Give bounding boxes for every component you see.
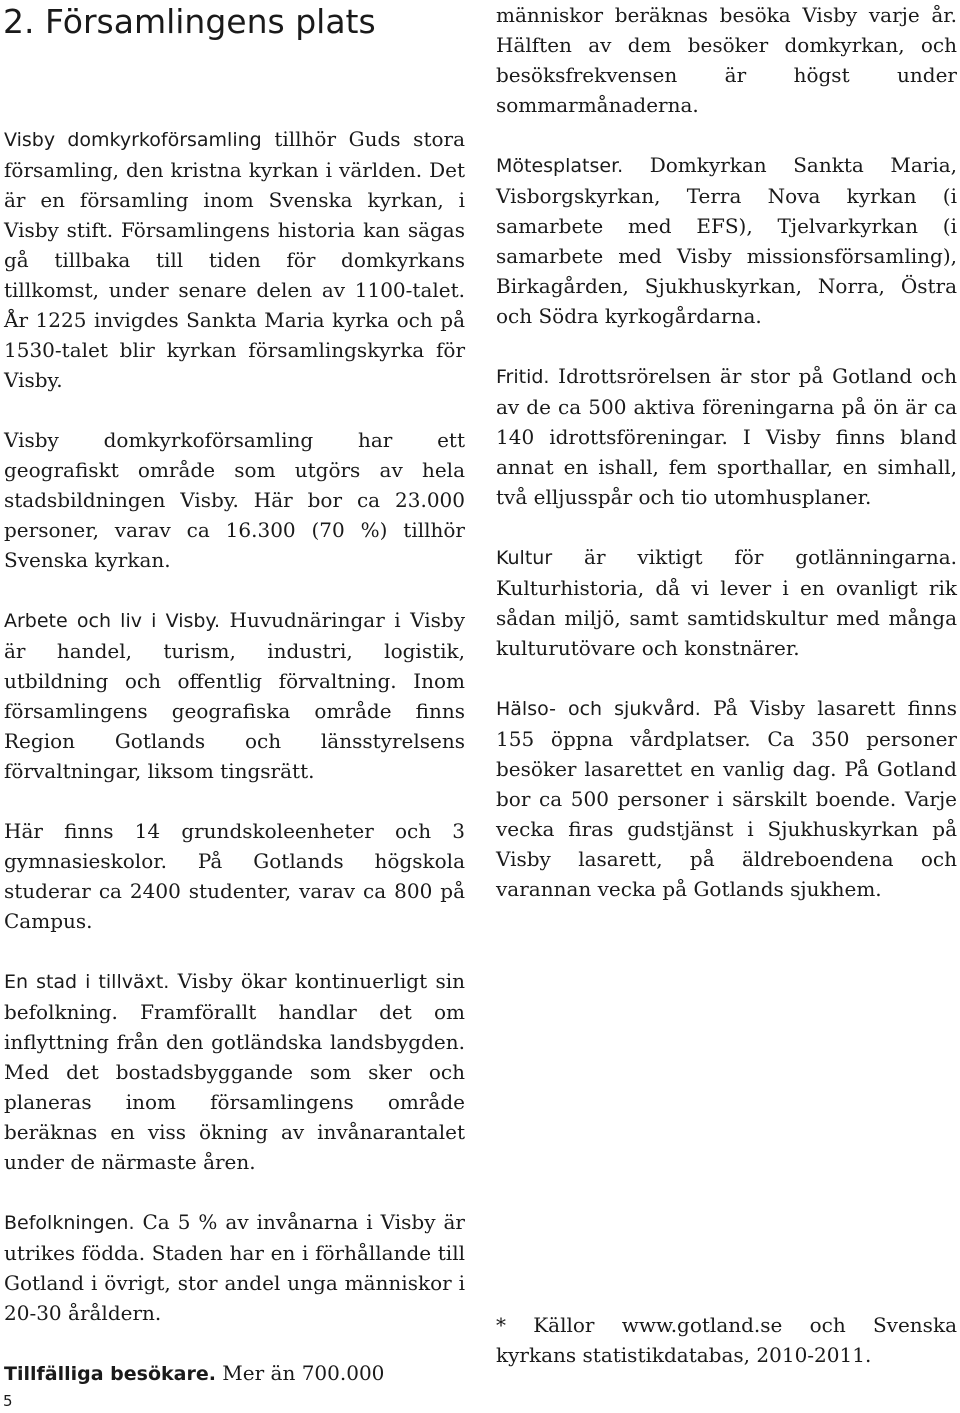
paragraph-healthcare [496, 693, 957, 904]
right-column [496, 0, 957, 904]
paragraph-text: Huvudnäringar i Visby är handel, turism, industri, logistik, utbildning och offentlig förvaltning. Inom församlingens geografiska område finns Region Gotlands och länsstyrelsens förvaltningar, liksom tingsrätt. [4, 608, 465, 783]
paragraph-text: tillhör Guds stora församling, den kristna kyrkan i världen. Det är en församling inom Svenska kyrkan, i Visby stift. Församlingens historia kan sägas gå tillbaka till tiden för domkyrkans tillkomst, under senare delen av 1100-talet. År 1225 invigdes Sankta Maria kyrka och på 1530-talet blir kyrkan församlingskyrka för Visby. [4, 127, 465, 392]
paragraph-text: är viktigt för gotlänningarna. Kulturhistoria, då vi lever i en ovanligt rik sådan miljö, samt samtidskultur med många kulturutövare och konstnärer. [496, 545, 957, 660]
sources-footnote: * Källor www.gotland.se och Svenska kyrkans statistikdatabas, 2010-2011. [496, 1313, 957, 1367]
paragraph-lead: Fritid. [496, 366, 550, 388]
paragraph-lead: Arbete och liv i Visby. [4, 610, 221, 632]
paragraph-text: Domkyrkan Sankta Maria, Visborgskyrkan, Terra Nova kyrkan (i samarbete med EFS), Tjelvarkyrkan (i samarbete med Visby missionsförsamling), Birkagården, Sjukhuskyrkan, Norra, Östra och Södra kyrkogårdarna. [496, 153, 957, 328]
paragraph-lead: Kultur [496, 547, 553, 569]
paragraph-text: Visby domkyrkoförsamling har ett geografiskt område som utgörs av hela stadsbildningen Visby. Här bor ca 23.000 personer, varav ca 16.300 (70 %) tillhör Svenska kyrkan. [4, 428, 465, 572]
paragraph-work-life [4, 605, 465, 786]
paragraph-visitors [4, 1358, 465, 1389]
paragraph-meeting-places [496, 150, 957, 331]
paragraph-lead: En stad i tillväxt. [4, 971, 170, 993]
page-title: 2. Församlingens plats [3, 2, 376, 41]
paragraph-visitors-continued [496, 0, 957, 120]
paragraph-lead: Tillfälliga besökare. [4, 1363, 216, 1385]
page-number: 5 [3, 1392, 13, 1410]
paragraph-text: Ca 5 % av invånarna i Visby är utrikes födda. Staden har en i förhållande till Gotland i övrigt, stor andel unga människor i 20-30 åråldern. [4, 1210, 465, 1325]
paragraph-lead: Mötesplatser. [496, 155, 624, 177]
paragraph-text: På Visby lasarett finns 155 öppna vårdplatser. Ca 350 personer besöker lasarettet en vanlig dag. På Gotland bor ca 500 personer i särskilt boende. Varje vecka firas gudstjänst i Sjukhuskyrkan på Visby lasarett, på äldreboendena och varannan vecka på Gotlands sjukhem. [496, 696, 957, 901]
paragraph-lead: Visby domkyrkoförsamling [4, 129, 262, 151]
paragraph-culture [496, 542, 957, 663]
paragraph-growth [4, 966, 465, 1177]
paragraph-schools [4, 816, 465, 936]
paragraph-text: Mer än 700.000 [215, 1361, 385, 1385]
paragraph-parish-intro [4, 124, 465, 395]
paragraph-lead: Befolkningen. [4, 1212, 135, 1234]
paragraph-leisure [496, 361, 957, 512]
paragraph-text: Här finns 14 grundskoleenheter och 3 gymnasieskolor. På Gotlands högskola studerar ca 2400 studenter, varav ca 800 på Campus. [4, 819, 465, 933]
left-column [4, 124, 465, 1389]
paragraph-text: Idrottsrörelsen är stor på Gotland och av de ca 500 aktiva föreningarna på ön är ca 140 idrottsföreningar. I Visby finns bland annat en ishall, fem sporthallar, en simhall, två elljusspår och tio utomhusplaner. [496, 364, 957, 509]
paragraph-population [4, 1207, 465, 1328]
paragraph-text: Visby ökar kontinuerligt sin befolkning. Framförallt handlar det om inflyttning från den gotländska landsbygden. Med det bostadsbyggande som sker och planeras inom församlingens område beräknas en viss ökning av invånarantalet under de närmaste åren. [4, 969, 465, 1174]
paragraph-geography [4, 425, 465, 575]
paragraph-lead: Hälso- och sjukvård. [496, 698, 701, 720]
paragraph-text: människor beräknas besöka Visby varje år. Hälften av dem besöker domkyrkan, och besöksfrekvensen är högst under sommarmånaderna. [496, 3, 957, 117]
